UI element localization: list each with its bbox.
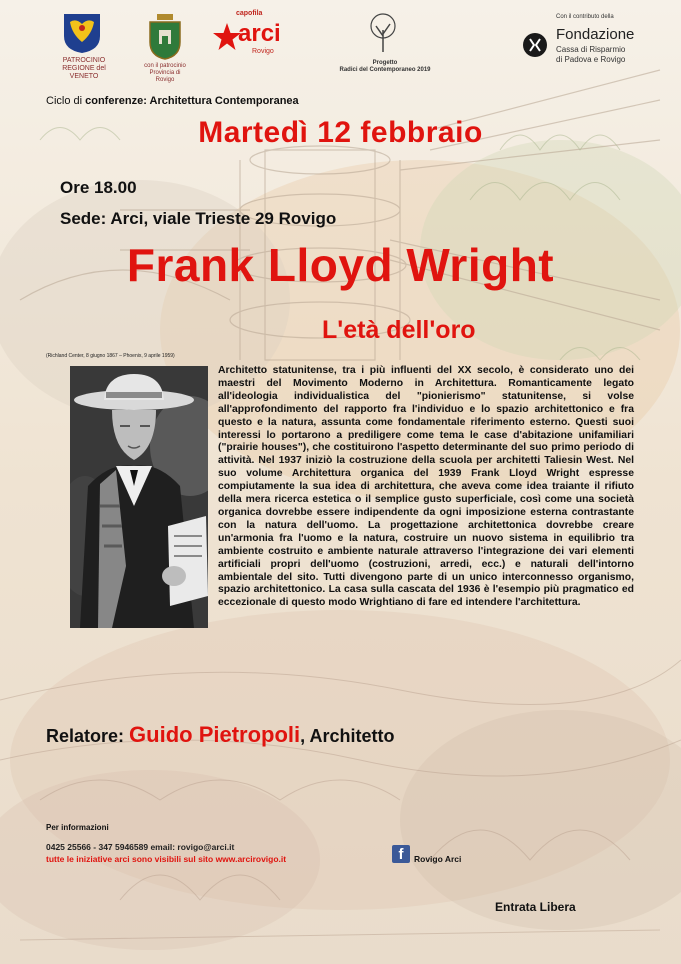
logo-caption-line: Provincia di Rovigo: [149, 70, 181, 83]
arci-caption-top: capofila: [236, 10, 263, 17]
speaker-label: Relatore:: [46, 726, 125, 746]
arci-brand: arci: [238, 20, 281, 47]
arci-caption-bottom: Rovigo: [252, 48, 274, 55]
website-notice[interactable]: tutte le iniziative arci sono visibili sul sito www.arcirovigo.it: [46, 854, 287, 864]
event-time: Ore 18.00: [60, 178, 137, 197]
contact-info: 0425 25566 - 347 5946589 email: rovigo@arci.it: [46, 842, 235, 852]
logo-regione-veneto: [48, 12, 120, 80]
photo-wrap-space: [46, 365, 218, 627]
logo-caption-line: Progetto: [372, 60, 398, 66]
photo-credit: (Richland Center, 8 giugno 1867 – Phoenix, 9 aprile 1959): [46, 353, 175, 359]
topic-title: Frank Lloyd Wright: [126, 239, 555, 291]
logo-caption-line: PATROCINIO: [62, 57, 106, 64]
logo-progetto: [330, 12, 440, 84]
fondazione-logo-icon: [522, 32, 548, 58]
biography-text: [46, 365, 634, 627]
fondazione-brand: Fondazione: [556, 26, 635, 43]
logo-caption-line: con il patrocinio: [144, 63, 186, 69]
facebook-icon[interactable]: f: [392, 845, 410, 863]
event-date: Martedì 12 febbraio: [198, 116, 483, 149]
free-entry-label: Entrata Libera: [495, 900, 576, 914]
logo-caption-line: di Padova e Rovigo: [556, 55, 626, 64]
event-venue: Sede: Arci, viale Trieste 29 Rovigo: [60, 209, 337, 228]
topic-subtitle: L'età dell'oro: [322, 316, 476, 344]
info-label: Per informazioni: [46, 823, 109, 832]
tree-logo-icon: [368, 12, 398, 52]
logo-caption-line: REGIONE del VENETO: [62, 65, 106, 80]
logo-caption-line: Cassa di Risparmio: [556, 45, 626, 54]
logo-fondazione: [518, 14, 668, 80]
cycle-title: conferenze: Architettura Contemporanea: [85, 95, 299, 107]
conference-cycle-line: [46, 95, 299, 107]
cycle-prefix: Ciclo di: [46, 95, 86, 107]
logo-town: [140, 14, 190, 83]
speaker-role: , Architetto: [300, 726, 395, 746]
biography-paragraph: Architetto statunitense, tra i più influenti del XX secolo, è considerato uno dei maestri del Movimento Moderno in Architettura. Romanticamente legato all'ideologia individualistica del "pionierismo" statunitense, si volse all'approfondimento del rapporto fra l'individuo e lo spazio architettonico e fra questo e la natura, assunta come fondamentale riferimento esterno. Questi suoi interessi lo portarono a prediligere come tema le case d'abitazione unifamiliari ("prairie houses"), che costituirono l'aspetto determinante del suo primo periodo di attività. Nel 1937 iniziò la costruzione della scuola per architetti Taliesin West. Nel suo volume Architettura organica del 1939 Frank Lloyd Wright espresse compiutamente la sua idea di architettura, che aveva come idea traiante il rifiuto della mera ricerca estetica o il semplice gusto superficiale, così come una società organica dovrebbe essere indipendente da ogni imposizione esterna contrastante con la natura dell'uomo. La progettazione architettonica dovrebbe creare un'armonia fra l'uomo e la natura, costruire un nuovo sistema in equilibrio tra ambiente costruito e ambiente naturale attraverso l'integrazione dei vari elementi artificiali propri dell'uomo (costruzioni, arredi, ecc.) e naturali dell'intorno ambientale del sito. Tutti divengono parte di un unico interconnesso organismo, spazio architettonico. La casa sulla cascata del 1936 è l'esempio più pragmatico ed eccezionale di questo modo Wrightiano di fare ed intendere l'architettura.: [218, 365, 634, 609]
facebook-label[interactable]: Rovigo Arci: [414, 854, 462, 864]
logo-arci: [212, 10, 292, 82]
speaker-name: Guido Pietropoli: [129, 722, 301, 747]
logo-caption-line: Radici del Contemporaneo 2019: [339, 67, 431, 73]
veneto-lion-crest-icon: [62, 12, 102, 54]
speaker-line: [46, 722, 395, 748]
town-coat-of-arms-icon: [147, 14, 183, 60]
fondazione-caption-top: Con il contributo della: [556, 14, 614, 20]
